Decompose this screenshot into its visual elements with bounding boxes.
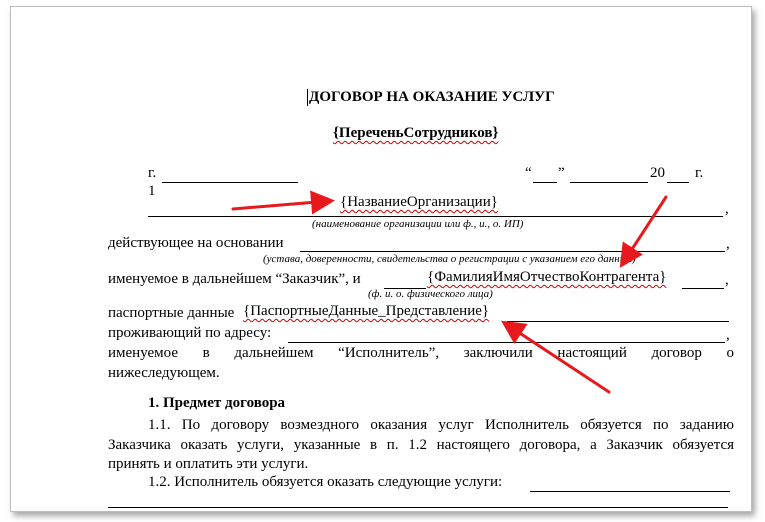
address-comma: , [726, 327, 730, 343]
arrow-to-contractor [623, 197, 666, 263]
contractor-name-field: {ФамилияИмяОтчествоКонтрагента} [427, 269, 667, 285]
clause-1-1-line-3: принять и оплатить эти услуги. [108, 456, 309, 472]
year-suffix: г. [695, 165, 704, 181]
customer-prefix: именуемое в дальнейшем “Заказчик”, и [108, 271, 361, 287]
executor-line-2: нижеследующем. [108, 365, 220, 381]
document-title: ДОГОВОР НА ОКАЗАНИЕ УСЛУГ [309, 89, 555, 105]
person-hint: (ф. и. о. физического лица) [368, 288, 493, 300]
basis-label: действующее на основании [108, 235, 284, 251]
organization-field: {НазваниеОрганизации} [340, 194, 498, 210]
city-prefix: г. [148, 165, 157, 181]
passport-label: паспортные данные [108, 305, 235, 321]
annotation-arrows [11, 7, 751, 511]
clause-1-1-text-1: 1.1. По договору возмездного оказания услуг Исполнитель обязуется по заданию [148, 417, 734, 433]
staff-list-field: {ПереченьСотрудников} [333, 125, 499, 141]
document-page[interactable] [10, 6, 752, 512]
date-close-quote: ” [558, 165, 565, 181]
contractor-comma: , [725, 272, 729, 288]
date-open-quote: “ [525, 165, 532, 181]
executor-text-1: именуемое в дальнейшем “Исполнитель”, заключили настоящий договор о [108, 345, 734, 361]
address-label: проживающий по адресу: [108, 325, 272, 341]
arrow-to-organization [233, 201, 329, 209]
passport-field: {ПаспортныеДанные_Представление} [243, 303, 490, 319]
clause-1-1-text-2: Заказчика оказать услуги, указанные в п. 1.2 настоящего договора, а Заказчик обязуется [108, 437, 734, 453]
arrow-to-passport [506, 324, 609, 392]
line-number: 1 [148, 183, 156, 199]
section-1-title: 1. Предмет договора [148, 395, 286, 411]
organization-comma: , [725, 201, 729, 217]
year-prefix: 20 [650, 165, 665, 181]
clause-1-2: 1.2. Исполнитель обязуется оказать следующие услуги: [148, 474, 503, 490]
organization-hint: (наименование организации или ф., и., о. ИП) [312, 218, 524, 230]
basis-comma: , [726, 236, 730, 252]
basis-hint: (устава, доверенности, свидетельства о регистрации с указанием его данных) [263, 253, 636, 265]
